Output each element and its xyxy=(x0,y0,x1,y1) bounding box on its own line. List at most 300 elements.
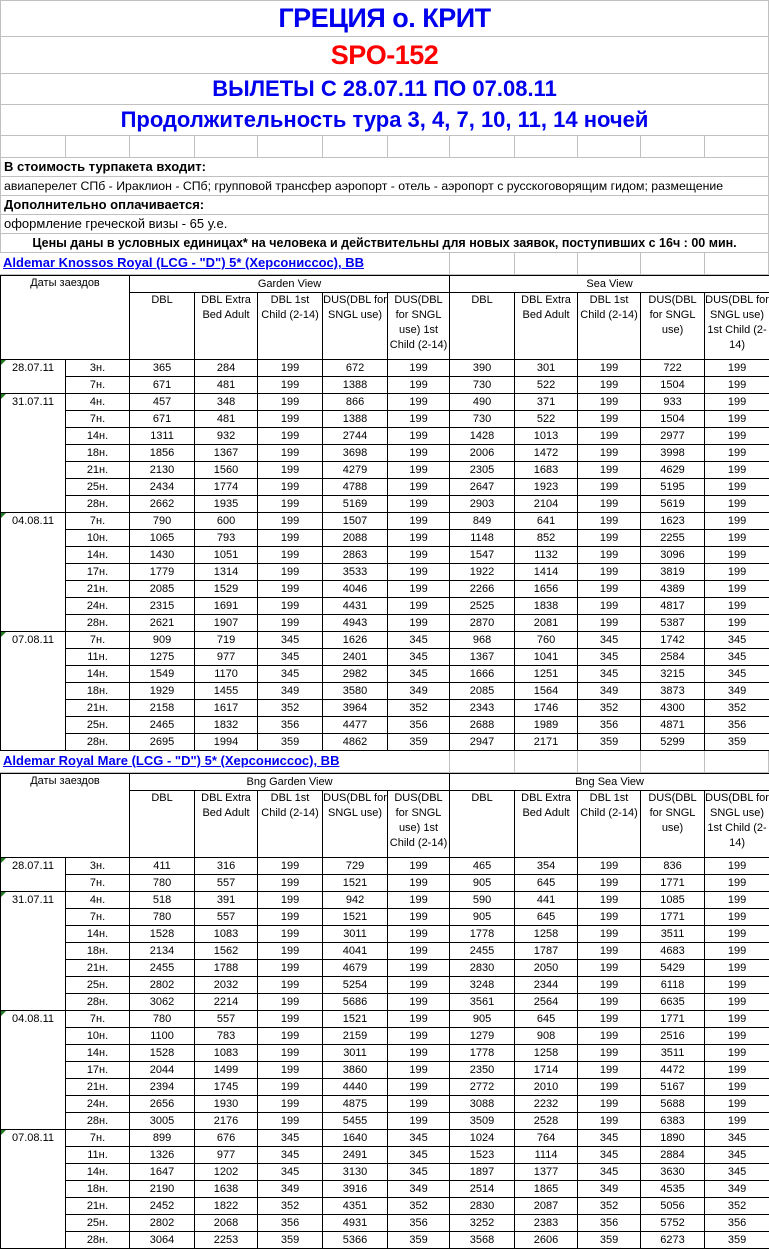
price-cell: 2863 xyxy=(323,547,388,564)
price-cell: 1472 xyxy=(515,445,578,462)
price-cell: 345 xyxy=(388,632,450,649)
nights-cell: 21н. xyxy=(66,581,130,598)
price-cell: 199 xyxy=(578,462,641,479)
price-cell: 3819 xyxy=(641,564,705,581)
prices-note: Цены даны в условных единицах* на человека и действительны для новых заявок, поступивших с 16ч : 00 мин. xyxy=(0,234,769,253)
price-cell: 199 xyxy=(388,875,450,892)
price-cell: 3096 xyxy=(641,547,705,564)
price-cell: 1041 xyxy=(515,649,578,666)
price-cell: 3561 xyxy=(450,994,515,1011)
price-cell: 352 xyxy=(705,1198,769,1215)
comment-indicator-icon xyxy=(1,632,6,637)
price-cell: 1051 xyxy=(195,547,258,564)
price-cell: 1428 xyxy=(450,428,515,445)
price-cell: 4046 xyxy=(323,581,388,598)
price-cell: 1275 xyxy=(130,649,195,666)
price-cell: 199 xyxy=(388,1045,450,1062)
price-cell: 1414 xyxy=(515,564,578,581)
price-cell: 2050 xyxy=(515,960,578,977)
price-cell: 2255 xyxy=(641,530,705,547)
price-cell: 2491 xyxy=(323,1147,388,1164)
price-cell: 199 xyxy=(388,1079,450,1096)
column-header: DBL xyxy=(450,791,515,858)
price-cell: 199 xyxy=(705,615,769,632)
price-cell: 1564 xyxy=(515,683,578,700)
price-cell: 5299 xyxy=(641,734,705,751)
spo-code: SPO-152 xyxy=(0,37,769,74)
price-cell: 349 xyxy=(388,683,450,700)
price-cell: 2130 xyxy=(130,462,195,479)
price-cell: 345 xyxy=(388,666,450,683)
arrival-date xyxy=(1,513,66,632)
price-cell: 1499 xyxy=(195,1062,258,1079)
grid-line xyxy=(704,253,705,274)
price-cell: 2647 xyxy=(450,479,515,496)
grid-line xyxy=(65,136,66,157)
price-cell: 199 xyxy=(388,445,450,462)
price-cell: 1326 xyxy=(130,1147,195,1164)
price-cell: 522 xyxy=(515,411,578,428)
price-row xyxy=(1,1164,769,1181)
price-cell: 1788 xyxy=(195,960,258,977)
price-cell: 1549 xyxy=(130,666,195,683)
price-cell: 199 xyxy=(578,1045,641,1062)
room-group-header: Garden View xyxy=(130,276,450,293)
price-row xyxy=(1,1011,769,1028)
arrival-date xyxy=(1,892,66,1011)
price-cell: 2006 xyxy=(450,445,515,462)
price-cell: 2772 xyxy=(450,1079,515,1096)
price-cell: 2214 xyxy=(195,994,258,1011)
dates-header: Даты заездов xyxy=(1,276,130,360)
price-cell: 1935 xyxy=(195,496,258,513)
price-cell: 349 xyxy=(705,1181,769,1198)
price-row xyxy=(1,700,769,717)
price-cell: 457 xyxy=(130,394,195,411)
price-cell: 199 xyxy=(388,530,450,547)
price-cell: 199 xyxy=(578,875,641,892)
comment-indicator-icon xyxy=(1,858,6,863)
nights-cell: 21н. xyxy=(66,700,130,717)
price-cell: 199 xyxy=(578,909,641,926)
price-cell: 199 xyxy=(258,445,323,462)
price-cell: 2190 xyxy=(130,1181,195,1198)
price-cell: 199 xyxy=(388,513,450,530)
price-cell: 2104 xyxy=(515,496,578,513)
price-cell: 199 xyxy=(705,428,769,445)
price-cell: 199 xyxy=(705,513,769,530)
price-cell: 2982 xyxy=(323,666,388,683)
arrival-date xyxy=(1,360,66,394)
price-cell: 730 xyxy=(450,377,515,394)
price-cell: 352 xyxy=(388,1198,450,1215)
price-cell: 1083 xyxy=(195,926,258,943)
grid-line xyxy=(514,136,515,157)
dates-header: Даты заездов xyxy=(1,774,130,858)
price-row xyxy=(1,496,769,513)
price-cell: 4629 xyxy=(641,462,705,479)
price-cell: 780 xyxy=(130,875,195,892)
price-cell: 199 xyxy=(258,496,323,513)
price-cell: 5254 xyxy=(323,977,388,994)
grid-line xyxy=(704,751,705,772)
price-cell: 3964 xyxy=(323,700,388,717)
price-cell: 199 xyxy=(388,581,450,598)
price-cell: 2344 xyxy=(515,977,578,994)
price-cell: 199 xyxy=(705,1028,769,1045)
price-cell: 199 xyxy=(388,1062,450,1079)
price-cell: 371 xyxy=(515,394,578,411)
comment-indicator-icon xyxy=(1,1011,6,1016)
price-cell: 356 xyxy=(258,1215,323,1232)
price-cell: 1930 xyxy=(195,1096,258,1113)
comment-indicator-icon xyxy=(1,394,6,399)
price-cell: 199 xyxy=(578,547,641,564)
price-cell: 780 xyxy=(130,909,195,926)
price-cell: 2343 xyxy=(450,700,515,717)
price-cell: 199 xyxy=(388,926,450,943)
price-cell: 199 xyxy=(578,360,641,377)
nights-cell: 21н. xyxy=(66,1198,130,1215)
price-cell: 3533 xyxy=(323,564,388,581)
price-cell: 1024 xyxy=(450,1130,515,1147)
price-cell: 2528 xyxy=(515,1113,578,1130)
price-cell: 905 xyxy=(450,875,515,892)
price-cell: 199 xyxy=(578,615,641,632)
price-cell: 359 xyxy=(258,734,323,751)
price-cell: 2081 xyxy=(515,615,578,632)
price-cell: 2087 xyxy=(515,1198,578,1215)
column-header: DBL 1st Child (2-14) xyxy=(258,293,323,360)
price-cell: 1989 xyxy=(515,717,578,734)
price-cell: 2434 xyxy=(130,479,195,496)
price-cell: 345 xyxy=(705,649,769,666)
price-cell: 199 xyxy=(578,411,641,428)
price-cell: 4871 xyxy=(641,717,705,734)
price-cell: 4351 xyxy=(323,1198,388,1215)
price-cell: 356 xyxy=(388,1215,450,1232)
price-cell: 199 xyxy=(388,377,450,394)
price-cell: 1388 xyxy=(323,411,388,428)
price-cell: 199 xyxy=(258,875,323,892)
price-cell: 933 xyxy=(641,394,705,411)
includes-text: авиаперелет СПб - Ираклион - СПб; групповой трансфер аэропорт - отель - аэропорт с русскоговорящим гидом; размещение xyxy=(0,177,769,196)
grid-line xyxy=(322,136,323,157)
price-cell: 199 xyxy=(388,496,450,513)
price-cell: 1890 xyxy=(641,1130,705,1147)
price-cell: 199 xyxy=(578,960,641,977)
price-cell: 645 xyxy=(515,1011,578,1028)
price-cell: 1745 xyxy=(195,1079,258,1096)
price-cell: 1202 xyxy=(195,1164,258,1181)
price-row xyxy=(1,1028,769,1045)
price-cell: 1666 xyxy=(450,666,515,683)
room-group-header: Bng Garden View xyxy=(130,774,450,791)
price-cell: 909 xyxy=(130,632,195,649)
price-cell: 345 xyxy=(705,666,769,683)
price-cell: 199 xyxy=(578,530,641,547)
price-cell: 199 xyxy=(258,360,323,377)
price-cell: 199 xyxy=(705,1011,769,1028)
price-cell: 1774 xyxy=(195,479,258,496)
column-header: DBL 1st Child (2-14) xyxy=(258,791,323,858)
price-cell: 2688 xyxy=(450,717,515,734)
price-cell: 349 xyxy=(258,1181,323,1198)
price-row xyxy=(1,581,769,598)
country-title: ГРЕЦИЯ о. КРИТ xyxy=(0,0,769,37)
price-cell: 5195 xyxy=(641,479,705,496)
price-row xyxy=(1,1147,769,1164)
price-cell: 4788 xyxy=(323,479,388,496)
price-cell: 199 xyxy=(258,547,323,564)
arrival-date-text: 07.08.11 xyxy=(1,1130,65,1146)
price-cell: 345 xyxy=(388,1164,450,1181)
price-cell: 1311 xyxy=(130,428,195,445)
price-cell: 199 xyxy=(258,1011,323,1028)
price-cell: 349 xyxy=(388,1181,450,1198)
price-cell: 199 xyxy=(578,892,641,909)
price-cell: 345 xyxy=(578,1147,641,1164)
price-cell: 783 xyxy=(195,1028,258,1045)
price-row xyxy=(1,858,769,875)
price-row xyxy=(1,683,769,700)
arrival-date xyxy=(1,858,66,892)
price-cell: 199 xyxy=(705,909,769,926)
price-row xyxy=(1,547,769,564)
price-cell: 1656 xyxy=(515,581,578,598)
nights-cell: 14н. xyxy=(66,926,130,943)
price-cell: 199 xyxy=(388,547,450,564)
price-cell: 490 xyxy=(450,394,515,411)
price-cell: 199 xyxy=(258,960,323,977)
price-cell: 522 xyxy=(515,377,578,394)
price-row xyxy=(1,1232,769,1249)
price-cell: 2158 xyxy=(130,700,195,717)
hotel-title-row xyxy=(0,253,769,275)
price-cell: 2315 xyxy=(130,598,195,615)
column-header: DUS(DBL for SNGL use) 1st Child (2-14) xyxy=(705,791,769,858)
price-cell: 2171 xyxy=(515,734,578,751)
price-cell: 3698 xyxy=(323,445,388,462)
column-header: DUS(DBL for SNGL use) xyxy=(323,293,388,360)
price-cell: 199 xyxy=(388,462,450,479)
price-row xyxy=(1,598,769,615)
price-cell: 1148 xyxy=(450,530,515,547)
price-cell: 2947 xyxy=(450,734,515,751)
price-cell: 2656 xyxy=(130,1096,195,1113)
grid-line xyxy=(704,136,705,157)
price-cell: 199 xyxy=(388,564,450,581)
price-cell: 345 xyxy=(258,1147,323,1164)
price-cell: 199 xyxy=(388,892,450,909)
price-cell: 345 xyxy=(388,1130,450,1147)
arrival-date xyxy=(1,1011,66,1130)
price-cell: 1626 xyxy=(323,632,388,649)
price-cell: 352 xyxy=(388,700,450,717)
price-cell: 2176 xyxy=(195,1113,258,1130)
price-cell: 349 xyxy=(705,683,769,700)
price-cell: 1388 xyxy=(323,377,388,394)
nights-cell: 18н. xyxy=(66,445,130,462)
price-cell: 1065 xyxy=(130,530,195,547)
price-cell: 5752 xyxy=(641,1215,705,1232)
column-header: DBL Extra Bed Adult xyxy=(195,791,258,858)
nights-cell: 24н. xyxy=(66,1096,130,1113)
price-cell: 6118 xyxy=(641,977,705,994)
price-row xyxy=(1,1113,769,1130)
price-cell: 199 xyxy=(388,428,450,445)
price-cell: 199 xyxy=(705,1096,769,1113)
price-cell: 345 xyxy=(388,649,450,666)
price-cell: 199 xyxy=(258,1096,323,1113)
price-cell: 199 xyxy=(258,377,323,394)
price-cell: 2085 xyxy=(130,581,195,598)
price-cell: 4472 xyxy=(641,1062,705,1079)
price-cell: 3252 xyxy=(450,1215,515,1232)
price-cell: 2830 xyxy=(450,960,515,977)
price-cell: 1714 xyxy=(515,1062,578,1079)
price-cell: 199 xyxy=(258,411,323,428)
price-cell: 199 xyxy=(258,1079,323,1096)
price-cell: 905 xyxy=(450,909,515,926)
price-cell: 2253 xyxy=(195,1232,258,1249)
price-row xyxy=(1,1062,769,1079)
price-cell: 345 xyxy=(705,632,769,649)
price-row xyxy=(1,717,769,734)
column-header: DBL xyxy=(130,293,195,360)
arrival-date xyxy=(1,632,66,751)
price-cell: 199 xyxy=(705,496,769,513)
price-cell: 349 xyxy=(258,683,323,700)
column-header: DUS(DBL for SNGL use) 1st Child (2-14) xyxy=(388,791,450,858)
price-cell: 1258 xyxy=(515,1045,578,1062)
price-cell: 2514 xyxy=(450,1181,515,1198)
price-row xyxy=(1,445,769,462)
price-cell: 1504 xyxy=(641,411,705,428)
price-cell: 4279 xyxy=(323,462,388,479)
price-cell: 359 xyxy=(388,734,450,751)
nights-cell: 21н. xyxy=(66,1079,130,1096)
price-cell: 199 xyxy=(705,479,769,496)
price-cell: 199 xyxy=(258,513,323,530)
nights-cell: 25н. xyxy=(66,1215,130,1232)
grid-line xyxy=(194,136,195,157)
price-cell: 199 xyxy=(705,445,769,462)
price-row xyxy=(1,479,769,496)
price-cell: 641 xyxy=(515,513,578,530)
price-cell: 199 xyxy=(578,445,641,462)
nights-cell: 3н. xyxy=(66,858,130,875)
price-cell: 199 xyxy=(578,513,641,530)
price-cell: 852 xyxy=(515,530,578,547)
price-row xyxy=(1,1096,769,1113)
price-cell: 3511 xyxy=(641,926,705,943)
column-header: DBL Extra Bed Adult xyxy=(515,293,578,360)
price-row xyxy=(1,377,769,394)
column-header: DUS(DBL for SNGL use) 1st Child (2-14) xyxy=(705,293,769,360)
price-cell: 199 xyxy=(258,479,323,496)
price-cell: 932 xyxy=(195,428,258,445)
price-cell: 1822 xyxy=(195,1198,258,1215)
price-cell: 3005 xyxy=(130,1113,195,1130)
price-row xyxy=(1,1215,769,1232)
price-cell: 345 xyxy=(578,1130,641,1147)
hotel-title-row xyxy=(0,751,769,773)
price-cell: 345 xyxy=(705,1147,769,1164)
price-cell: 3248 xyxy=(450,977,515,994)
price-row xyxy=(1,615,769,632)
price-cell: 793 xyxy=(195,530,258,547)
nights-cell: 11н. xyxy=(66,649,130,666)
column-header: DUS(DBL for SNGL use) xyxy=(323,791,388,858)
price-cell: 2044 xyxy=(130,1062,195,1079)
nights-cell: 7н. xyxy=(66,1011,130,1028)
price-cell: 199 xyxy=(258,428,323,445)
grid-line xyxy=(640,136,641,157)
price-cell: 1258 xyxy=(515,926,578,943)
nights-cell: 28н. xyxy=(66,496,130,513)
price-cell: 2870 xyxy=(450,615,515,632)
grid-line xyxy=(577,253,578,274)
price-cell: 199 xyxy=(258,977,323,994)
price-cell: 199 xyxy=(388,411,450,428)
nights-cell: 7н. xyxy=(66,1130,130,1147)
price-cell: 4440 xyxy=(323,1079,388,1096)
price-cell: 1778 xyxy=(450,926,515,943)
price-cell: 2452 xyxy=(130,1198,195,1215)
price-cell: 3011 xyxy=(323,1045,388,1062)
nights-cell: 25н. xyxy=(66,479,130,496)
price-cell: 199 xyxy=(705,530,769,547)
price-cell: 1865 xyxy=(515,1181,578,1198)
price-cell: 1085 xyxy=(641,892,705,909)
price-row xyxy=(1,666,769,683)
price-cell: 5056 xyxy=(641,1198,705,1215)
price-cell: 4817 xyxy=(641,598,705,615)
price-cell: 645 xyxy=(515,909,578,926)
price-cell: 1838 xyxy=(515,598,578,615)
price-cell: 849 xyxy=(450,513,515,530)
price-cell: 905 xyxy=(450,1011,515,1028)
price-cell: 301 xyxy=(515,360,578,377)
price-cell: 199 xyxy=(388,909,450,926)
price-cell: 199 xyxy=(388,479,450,496)
hotel-link[interactable]: Aldemar Knossos Royal (LCG - "D") 5* (Херсониссос), BB xyxy=(3,255,364,270)
price-cell: 481 xyxy=(195,377,258,394)
price-cell: 2516 xyxy=(641,1028,705,1045)
price-cell: 1771 xyxy=(641,909,705,926)
price-row xyxy=(1,513,769,530)
price-cell: 5688 xyxy=(641,1096,705,1113)
nights-cell: 7н. xyxy=(66,411,130,428)
arrival-date xyxy=(1,394,66,513)
price-cell: 352 xyxy=(578,700,641,717)
column-header: DUS(DBL for SNGL use) xyxy=(641,791,705,858)
price-cell: 722 xyxy=(641,360,705,377)
price-row xyxy=(1,649,769,666)
nights-cell: 14н. xyxy=(66,428,130,445)
column-header: DBL Extra Bed Adult xyxy=(515,791,578,858)
hotel-link[interactable]: Aldemar Royal Mare (LCG - "D") 5* (Херсониссос), BB xyxy=(3,753,339,768)
nights-cell: 14н. xyxy=(66,1045,130,1062)
price-cell: 199 xyxy=(388,994,450,1011)
price-cell: 199 xyxy=(388,598,450,615)
nights-cell: 28н. xyxy=(66,734,130,751)
price-cell: 199 xyxy=(388,960,450,977)
price-cell: 672 xyxy=(323,360,388,377)
price-cell: 199 xyxy=(705,858,769,875)
price-cell: 1547 xyxy=(450,547,515,564)
